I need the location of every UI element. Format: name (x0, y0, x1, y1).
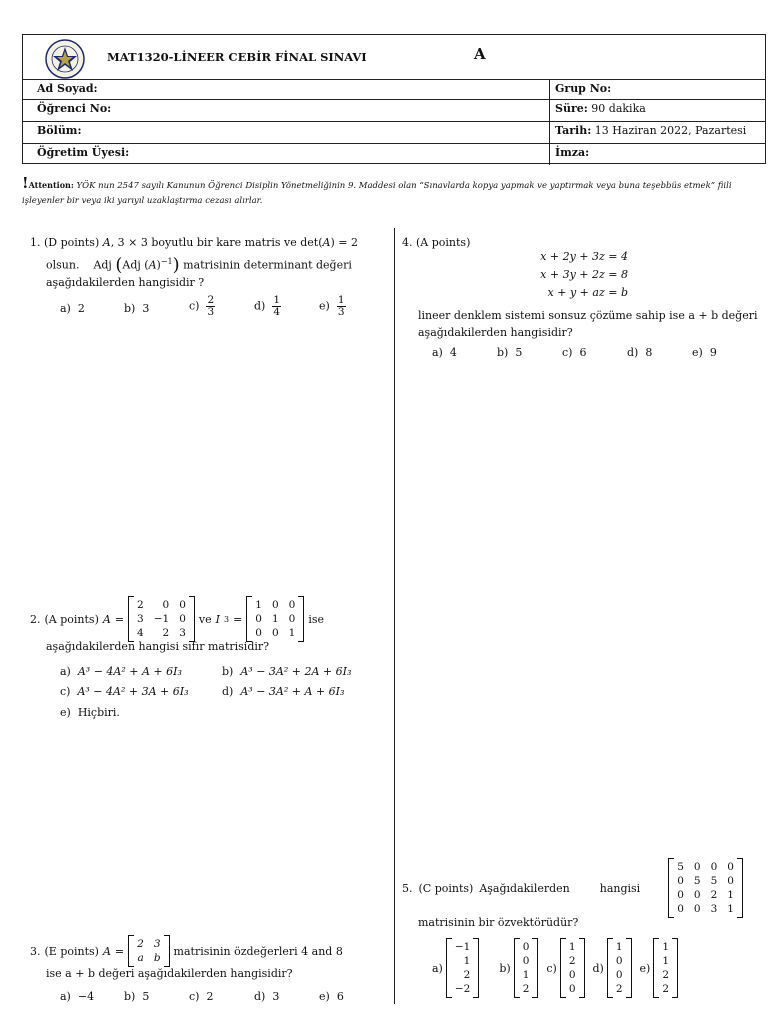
matrix-entry: 2 (162, 627, 170, 639)
q4-equation-1: x + 2y + 3z = 4 (540, 250, 628, 263)
exclamation-icon: ! (22, 174, 29, 192)
matrix-entry: 5 (693, 875, 701, 887)
q2-identity-matrix (246, 596, 304, 642)
header-column-divider (549, 79, 550, 165)
q3-text-b: ise a + b değeri aşağıdakilerden hangisidir? (46, 967, 293, 980)
vector-entry: 0 (615, 955, 623, 967)
date-label: Tarih: (555, 124, 592, 137)
vector-entry: 0 (568, 983, 576, 995)
duration-value: 90 dakika (591, 102, 646, 115)
name-label: Ad Soyad: (37, 82, 98, 95)
option-vector (446, 938, 479, 998)
matrix-entry: 3 (179, 627, 186, 639)
q4-points: (A points) (416, 236, 471, 249)
q2-option-e[interactable]: e) Hiçbiri. (60, 706, 120, 719)
option-vector (514, 938, 539, 998)
vector-entry: 1 (615, 941, 623, 953)
matrix-entry: 5 (710, 875, 718, 887)
q5-option-b[interactable] (499, 938, 538, 998)
vector-entry: 2 (568, 955, 576, 967)
vector-entry: −2 (454, 983, 471, 995)
q1-text-e: aşağıdakilerden hangisidir ? (46, 275, 205, 289)
matrix-entry: 4 (137, 627, 144, 639)
option-vector (607, 938, 632, 998)
matrix-entry: 5 (677, 861, 684, 873)
matrix-entry: 0 (162, 599, 170, 611)
matrix-entry: 1 (271, 613, 279, 625)
matrix-entry: 3 (710, 903, 718, 915)
matrix-entry: 0 (288, 599, 296, 611)
q4-text-a: lineer denklem sistemi sonsuz çözüme sahip ise a + b değeri (418, 309, 758, 322)
q2-text: aşağıdakilerden hangisi sıfır matrisidir? (46, 640, 270, 653)
vector-entry: 2 (615, 983, 623, 995)
q1-option-e[interactable]: e) $\frac{1}{3}$ (319, 294, 345, 318)
q2-matrix-a (128, 596, 195, 642)
q1-option-b[interactable]: b) 3 (124, 302, 150, 315)
university-logo-icon (40, 39, 90, 79)
q5-text-c: matrisinin bir özvektörüdür? (418, 916, 579, 929)
q2-points: (A points) (44, 612, 99, 626)
matrix-entry: 0 (727, 875, 734, 887)
vector-entry: 1 (522, 969, 530, 981)
matrix-entry: 0 (693, 889, 701, 901)
matrix-entry: 0 (255, 627, 262, 639)
q5-option-a[interactable] (432, 938, 479, 998)
option-vector (653, 938, 678, 998)
q4-option-e[interactable]: e) 9 (692, 346, 717, 359)
vector-entry: 2 (662, 969, 670, 981)
matrix-entry: 1 (255, 599, 262, 611)
q3-matrix (128, 935, 169, 967)
q5-options (432, 938, 682, 998)
attention-notice (22, 176, 766, 209)
q4-option-a[interactable]: a) 4 (432, 346, 457, 359)
matrix-entry: 3 (153, 938, 161, 950)
matrix-entry: 3 (137, 613, 144, 625)
vector-entry: 0 (522, 941, 530, 953)
matrix-entry: b (153, 952, 161, 964)
signature-label: İmza: (555, 146, 590, 159)
attention-label: Attention: (28, 180, 74, 190)
vector-entry: 2 (463, 969, 471, 981)
instructor-label: Öğretim Üyesi: (37, 146, 130, 159)
student-no-label: Öğrenci No: (37, 102, 112, 115)
q3-option-a[interactable]: a) −4 (60, 990, 95, 1003)
vector-entry: 2 (662, 983, 670, 995)
q1-number: 1. (30, 236, 41, 249)
q3-option-e[interactable]: e) 6 (319, 990, 344, 1003)
option-label: d) (592, 961, 604, 975)
matrix-entry: a (137, 952, 144, 964)
q5-option-e[interactable] (640, 938, 679, 998)
group-label: Grup No: (555, 82, 612, 95)
q1-option-a[interactable]: a) 2 (60, 302, 85, 315)
vector-entry: 2 (522, 983, 530, 995)
matrix-entry: 1 (727, 903, 734, 915)
vector-entry: 1 (568, 941, 576, 953)
q1-option-c[interactable]: c) $\frac{2}{3}$ (189, 294, 215, 318)
matrix-entry: 0 (179, 613, 186, 625)
attention-text: YÖK nun 2547 sayılı Kanunun Öğrenci Disiplin Yönetmeliğinin 9. Maddesi olan “Sınavlarda kopya yapmak ve yaptırmak veya buna teşebbüs etmek” fiili işleyenler bir veya iki yarıyıl uzaklaştırma cezası alırlar. (22, 181, 732, 206)
matrix-entry: 0 (288, 613, 296, 625)
vector-entry: 0 (522, 955, 530, 967)
header-row-instructor (23, 143, 765, 164)
matrix-entry: 2 (137, 599, 144, 611)
option-label: b) (499, 961, 511, 975)
vector-entry: 1 (662, 955, 670, 967)
exam-header (22, 34, 766, 164)
q2-option-d[interactable]: d) A³ − 3A² + A + 6I₃ (222, 685, 345, 698)
q3-number: 3. (30, 944, 41, 958)
q2-number: 2. (30, 612, 41, 626)
header-row-name (23, 79, 765, 100)
vector-entry: −1 (454, 941, 471, 953)
matrix-entry: 1 (288, 627, 296, 639)
matrix-entry: 0 (693, 903, 701, 915)
matrix-entry: 0 (710, 861, 718, 873)
q2-option-b[interactable]: b) A³ − 3A² + 2A + 6I₃ (222, 665, 352, 678)
q5-matrix (668, 858, 743, 918)
matrix-entry: 0 (255, 613, 262, 625)
q5-text-a: Aşağıdakilerden (479, 881, 570, 895)
q4-number: 4. (402, 236, 413, 249)
matrix-entry: 0 (693, 861, 701, 873)
q2-option-a[interactable]: a) A³ − 4A² + A + 6I₃ (60, 665, 182, 678)
question-2: 2. (A points) A = 2 0 0 3 −1 0 4 2 3 ve I 3 = 1 0 0 0 1 0 0 0 1 ise aşağıdakilerden hangisi sıfır matrisidir? (30, 596, 390, 655)
q4-option-d[interactable]: d) 8 (627, 346, 653, 359)
exam-title: MAT1320-LİNEER CEBİR FİNAL SINAVI (107, 50, 367, 64)
q4-option-b[interactable]: b) 5 (497, 346, 523, 359)
q3-option-d[interactable]: d) 3 (254, 990, 280, 1003)
q5-points: (C points) (418, 881, 474, 895)
q4-equation-3: x + y + az = b (547, 286, 628, 299)
vector-entry: 0 (568, 969, 576, 981)
q5-text-b: hangisi (599, 881, 641, 895)
question-1: 1. (D points) A, 3 × 3 boyutlu bir kare matris ve det(A) = 2 olsun. Adj (Adj $(A)^{-1}$) matrisinin determinant değeri aşağıdakilerden hangisidir ? (30, 234, 375, 291)
matrix-entry: 0 (677, 903, 684, 915)
q1-option-d[interactable]: d) $\frac{1}{4}$ (254, 294, 281, 318)
matrix-entry: 2 (137, 938, 144, 950)
matrix-entry: 0 (677, 875, 684, 887)
q2-suffix: ise (308, 612, 325, 626)
matrix-entry: 0 (727, 861, 734, 873)
question-3: 3. (E points) A = 2 3 a b matrisinin özdeğerleri 4 and 8 ise a + b değeri aşağıdakilerden hangisidir? (30, 935, 390, 982)
q4-body (418, 307, 758, 341)
date-value: 13 Haziran 2022, Pazartesi (594, 124, 747, 137)
department-label: Bölüm: (37, 124, 82, 137)
column-divider (394, 228, 395, 1004)
q2-option-c[interactable]: c) A³ − 4A² + 3A + 6I₃ (60, 685, 189, 698)
q4-text-b: aşağıdakilerden hangisidir? (418, 326, 573, 339)
q1-text-b: ) = 2 (330, 236, 358, 249)
matrix-entry: 0 (271, 599, 279, 611)
header-row-department (23, 121, 765, 142)
vector-entry: 1 (463, 955, 471, 967)
q1-points: (D points) (44, 236, 100, 249)
matrix-entry: 0 (677, 889, 684, 901)
matrix-entry: 0 (271, 627, 279, 639)
q3-text-a: matrisinin özdeğerleri 4 and 8 (173, 944, 343, 958)
q1-text-c: olsun. (46, 258, 80, 272)
option-label: a) (432, 961, 443, 975)
q3-points: (E points) (44, 944, 99, 958)
q5-option-c[interactable] (546, 938, 584, 998)
option-label: e) (639, 961, 651, 975)
q5-option-d[interactable] (593, 938, 632, 998)
exam-version: A (474, 45, 486, 63)
vector-entry: 1 (662, 941, 670, 953)
q5-number: 5. (402, 881, 413, 895)
matrix-entry: −1 (153, 613, 170, 625)
matrix-entry: 1 (727, 889, 734, 901)
q1-text-a: boyutlu bir kare matris ve det( (151, 236, 323, 249)
q2-connector: ve (198, 612, 212, 626)
q1-text-d: matrisinin determinant değeri (183, 258, 352, 272)
q3-option-b[interactable]: b) 5 (124, 990, 150, 1003)
q4-equations (520, 248, 628, 302)
matrix-entry: 0 (179, 599, 186, 611)
duration-label: Süre: (555, 102, 588, 115)
matrix-entry: 2 (710, 889, 718, 901)
header-row-student-no (23, 99, 765, 120)
vector-entry: 0 (615, 969, 623, 981)
q3-option-c[interactable]: c) 2 (189, 990, 214, 1003)
option-vector (560, 938, 585, 998)
option-label: c) (546, 961, 557, 975)
question-5 (402, 858, 762, 931)
q4-option-c[interactable]: c) 6 (562, 346, 587, 359)
q4-equation-2: x + 3y + 2z = 8 (540, 268, 628, 281)
